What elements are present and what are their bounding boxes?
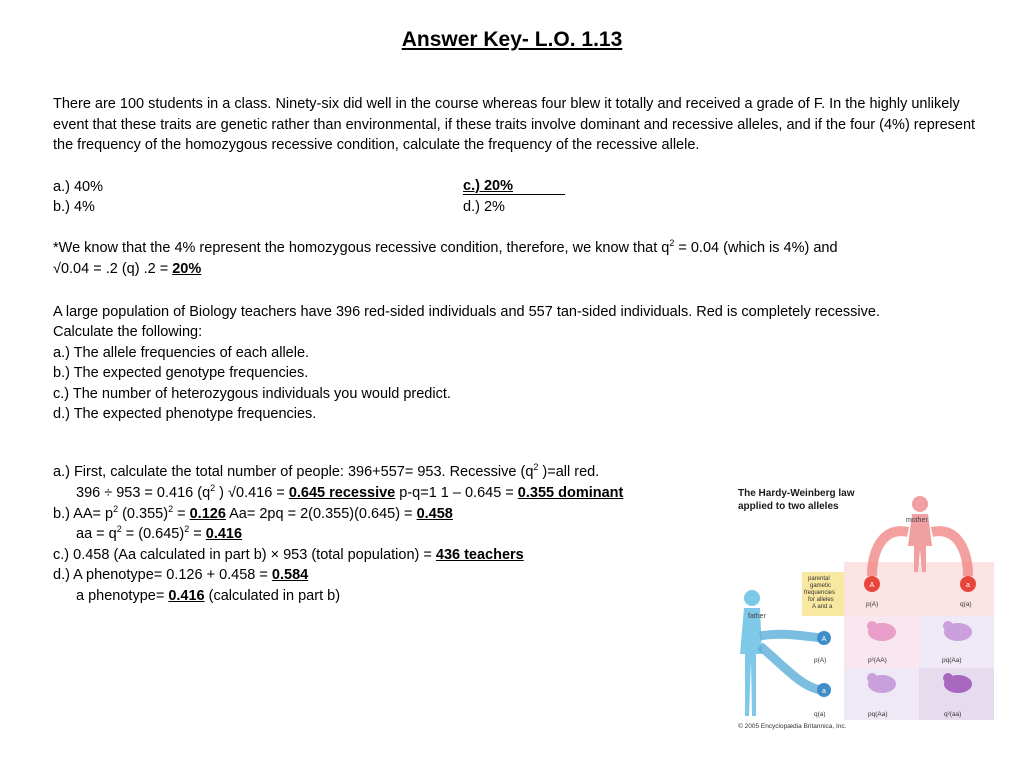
svg-text:pq(Aa): pq(Aa) bbox=[942, 657, 962, 664]
svg-text:mother: mother bbox=[906, 517, 928, 524]
svg-text:p²(AA): p²(AA) bbox=[868, 657, 887, 664]
figure-copyright: © 2005 Encyclopædia Britannica, Inc. bbox=[738, 723, 847, 730]
answer-c: c.) 0.458 (Aa calculated in part b) × 953 (total population) = 436 teachers bbox=[53, 547, 524, 563]
q2-part-a: a.) The allele frequencies of each allele. bbox=[53, 345, 310, 361]
q1-option-a: a.) 40% bbox=[53, 179, 103, 195]
answer-d-line-1: d.) A phenotype= 0.126 + 0.458 = 0.584 bbox=[53, 567, 309, 583]
svg-text:p(A): p(A) bbox=[866, 601, 879, 608]
q1-option-c-answer: c.) 20% bbox=[463, 177, 565, 195]
svg-text:a: a bbox=[822, 688, 826, 695]
svg-text:q(a): q(a) bbox=[960, 601, 972, 608]
svg-text:q(a): q(a) bbox=[814, 711, 826, 718]
svg-text:A: A bbox=[821, 636, 827, 643]
svg-text:a: a bbox=[966, 582, 970, 589]
svg-text:pq(Aa): pq(Aa) bbox=[868, 711, 888, 718]
svg-text:father: father bbox=[748, 613, 766, 620]
question-1-text: There are 100 students in a class. Ninety-six did well in the course whereas four blew it totally and received a grade of F. In the highly unlikely event that these traits are genetic rather than environmental, if these traits involve dominant and recessive alleles, and if the four (4%) represent the frequency of the homozygous recessive condition, calculate the frequency of the recessive allele. bbox=[53, 96, 976, 153]
q1-explanation-line-1: *We know that the 4% represent the homozygous recessive condition, therefore, we know that $q^2 = 0.04$ (which is 4%) and bbox=[53, 238, 838, 256]
svg-text:frequencies: frequencies bbox=[804, 590, 836, 596]
q1-explanation-line-2: √0.04 = .2 (q) .2 = 20% bbox=[53, 261, 202, 277]
svg-text:q²(aa): q²(aa) bbox=[944, 711, 962, 718]
q1-option-b: b.) 4% bbox=[53, 199, 95, 215]
q2-part-d: d.) The expected phenotype frequencies. bbox=[53, 406, 317, 422]
svg-text:A: A bbox=[869, 582, 875, 589]
q2-line-1: A large population of Biology teachers have 396 red-sided individuals and 557 tan-sided individuals. Red is completely recessive. bbox=[53, 304, 880, 320]
svg-text:A and a: A and a bbox=[812, 604, 833, 610]
answer-a-line-2: 396 ÷ 953 = 0.416 ($q^2$ ) √0.416 = 0.645 recessive p-q=1 1 – 0.645 = 0.355 dominant bbox=[76, 483, 624, 501]
svg-text:for alleles: for alleles bbox=[808, 597, 834, 603]
svg-text:gametic: gametic bbox=[810, 583, 832, 589]
hardy-weinberg-illustration bbox=[732, 476, 1004, 738]
q2-part-b: b.) The expected genotype frequencies. bbox=[53, 365, 309, 381]
father-figure bbox=[740, 590, 762, 716]
svg-text:p(A): p(A) bbox=[814, 657, 827, 664]
svg-text:parental: parental bbox=[808, 576, 830, 582]
q2-part-c: c.) The number of heterozygous individuals you would predict. bbox=[53, 386, 451, 402]
q1-option-d: d.) 2% bbox=[463, 199, 505, 215]
answer-d-line-2: a phenotype= 0.416 (calculated in part b) bbox=[76, 588, 341, 604]
answer-b-line-1: b.) $AA= p^2$ $(0.355)^2 = 0.126$ Aa= 2pq = 2(0.355)(0.645) = 0.458 bbox=[53, 504, 453, 522]
figure-title-2: applied to two alleles bbox=[738, 501, 839, 512]
answer-b-line-2: aa = $q^2 = (0.645)^2 = 0.416$ bbox=[76, 524, 243, 542]
mother-figure bbox=[908, 496, 932, 572]
q2-line-2: Calculate the following: bbox=[53, 324, 203, 340]
figure-title-1: The Hardy-Weinberg law bbox=[738, 488, 855, 499]
page-title: Answer Key- L.O. 1.13 bbox=[401, 28, 623, 51]
answer-a-line-1: a.) First, calculate the total number of people: 396+557= 953. Recessive ($q^2$ )=all red. bbox=[53, 462, 600, 480]
